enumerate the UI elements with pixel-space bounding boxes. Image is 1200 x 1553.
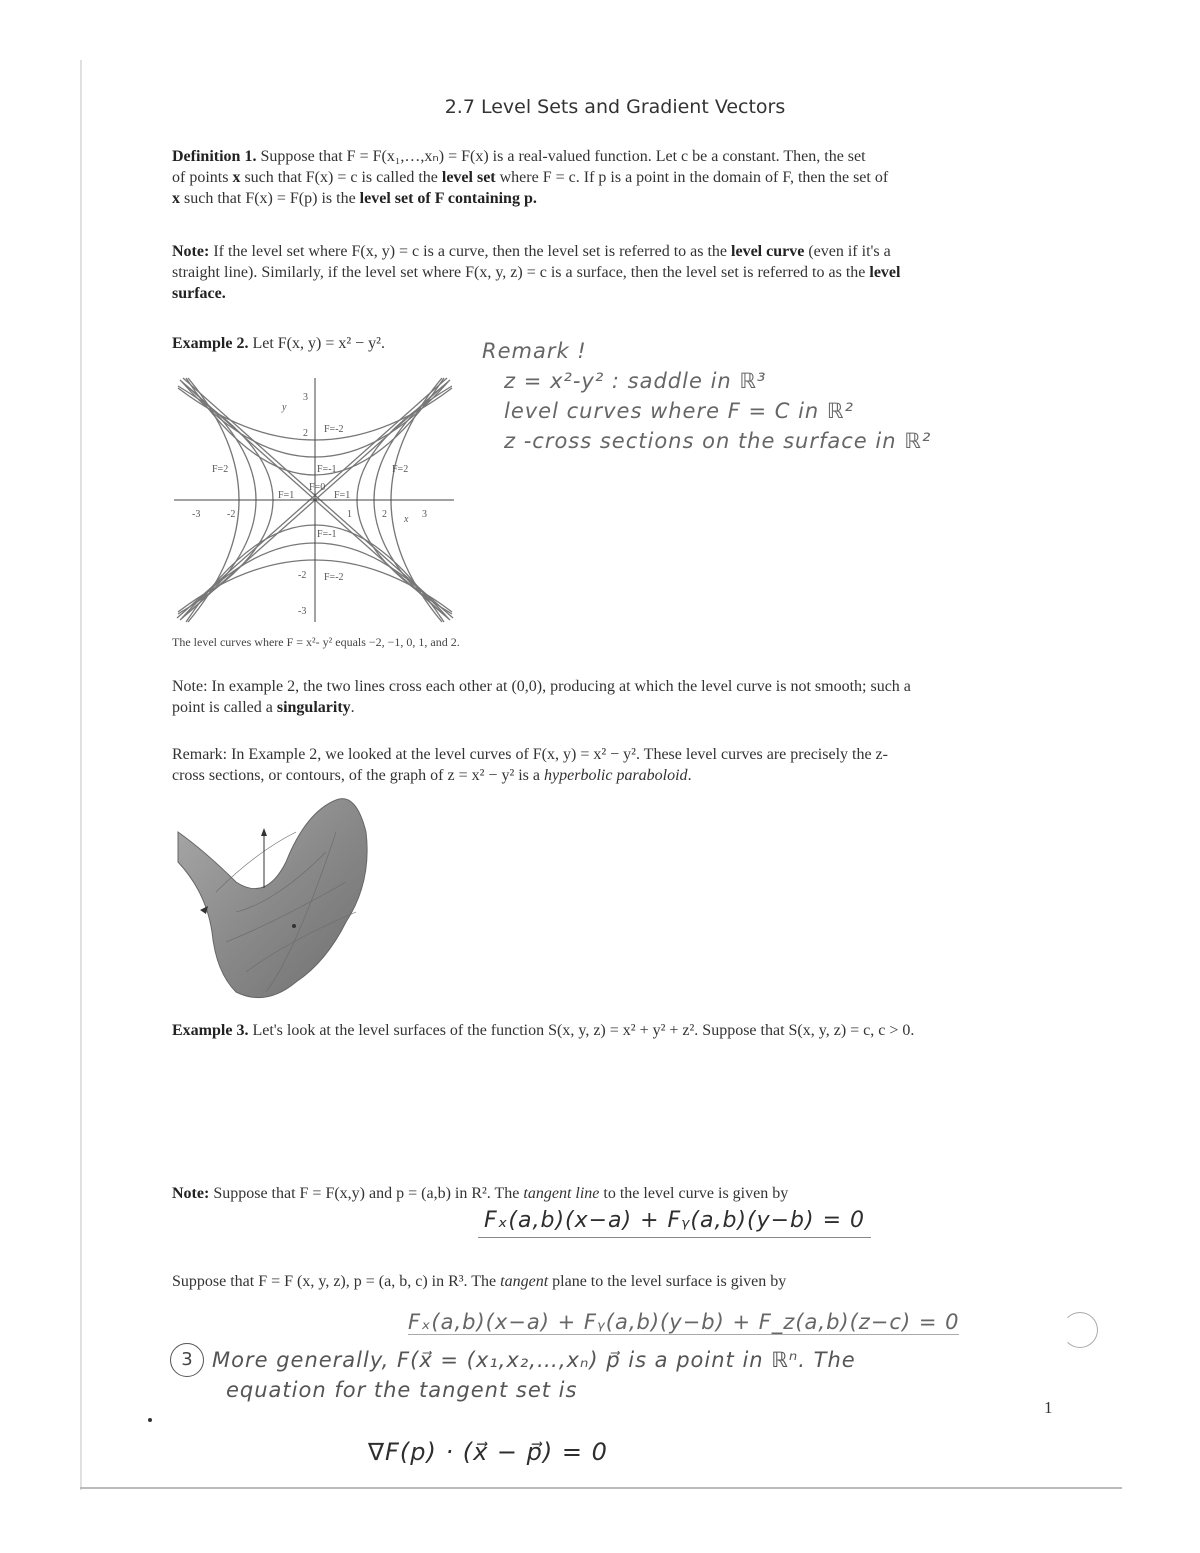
note2-line1: Note: In example 2, the two lines cross each other at (0,0), producing at which the level curve is not smooth; such a xyxy=(172,678,911,695)
y-tick-neg3: -3 xyxy=(298,606,307,617)
note3-label: Note: xyxy=(172,1185,210,1202)
remark-paragraph xyxy=(172,744,1072,786)
note-tangent-plane xyxy=(172,1271,1072,1292)
x-tick-2: 2 xyxy=(382,509,387,520)
note4-text-a: Suppose that F = F (x, y, z), p = (a, b, c) in R³. The xyxy=(172,1273,501,1290)
level-curves-graph xyxy=(172,372,457,627)
margin-mark xyxy=(1062,1312,1098,1348)
example3-label: Example 3. xyxy=(172,1022,249,1039)
saddle-body xyxy=(178,799,367,998)
bold-x: x xyxy=(232,169,241,186)
term-level-set: level set xyxy=(441,169,496,186)
tangent-plane-equation: Fₓ(a,b)(x−a) + Fᵧ(a,b)(y−b) + F_z(a,b)(z−c) = 0 xyxy=(408,1310,960,1334)
page-title: 2.7 Level Sets and Gradient Vectors xyxy=(444,96,786,118)
gradient-equation: ∇F(p) · (x⃗ − p⃗) = 0 xyxy=(368,1438,608,1466)
scan-edge-bottom xyxy=(80,1487,1122,1489)
margin-dot xyxy=(148,1418,152,1422)
curve-label-bottom: F=-2 xyxy=(324,572,344,583)
scan-edge-left xyxy=(80,60,82,1490)
definition-label: Definition 1. xyxy=(172,148,257,165)
z-arrow-head xyxy=(261,828,267,836)
curve-label-center: F=0 xyxy=(309,482,326,493)
example2-label: Example 2. xyxy=(172,335,249,352)
general-line2: equation for the tangent set is xyxy=(226,1378,578,1402)
x-arrow-head xyxy=(200,906,208,914)
note2-line2a: point is called a xyxy=(172,699,277,716)
y-tick-3: 3 xyxy=(303,392,308,403)
term-surface: surface. xyxy=(172,285,226,302)
term-level: level xyxy=(869,264,901,281)
note3-text-b: to the level curve is given by xyxy=(599,1185,789,1202)
curve-label-inner-bottom: F=-1 xyxy=(317,529,337,540)
term-tangent-line: tangent line xyxy=(523,1185,600,1202)
general-statement xyxy=(212,1345,856,1405)
definition-block xyxy=(172,146,1072,209)
note1-line1a: If the level set where F(x, y) = c is a curve, then the level set is referred to as the xyxy=(209,243,732,260)
origin-dot xyxy=(292,924,296,928)
circled-number: 3 xyxy=(170,1343,204,1377)
term-hyperbolic-paraboloid: hyperbolic paraboloid xyxy=(544,767,688,784)
curve-label-inner-top: F=-1 xyxy=(317,464,337,475)
definition-line2c: where F = c. If p is a point in the domain of F, then the set of xyxy=(495,169,889,186)
remark-hand-line3: level curves where F = C in ℝ² xyxy=(504,399,854,423)
x-tick-1: 1 xyxy=(347,509,352,520)
x-tick-neg3: -3 xyxy=(192,509,201,520)
curve-label-inner-right: F=1 xyxy=(334,490,351,501)
note1-label: Note: xyxy=(172,243,210,260)
remark-hand-line1: Remark ! xyxy=(482,339,587,363)
example3-paragraph xyxy=(172,1020,1082,1041)
remark-hand-line2: z = x²-y² : saddle in ℝ³ xyxy=(504,369,767,393)
definition-line3a: such that F(x) = F(p) is the xyxy=(180,190,360,207)
tangent-line-equation: Fₓ(a,b)(x−a) + Fᵧ(a,b)(y−b) = 0 xyxy=(478,1208,871,1238)
remark-line1: Remark: In Example 2, we looked at the level curves of F(x, y) = x² − y². These level curves are precisely the z- xyxy=(172,746,888,763)
definition-line1: Suppose that F = F(x₁,…,xₙ) = F(x) is a real-valued function. Let c be a constant. Then, the set xyxy=(260,148,866,165)
curve-label-left: F=2 xyxy=(212,464,229,475)
definition-line2a: of points xyxy=(172,169,233,186)
note1-line2a: straight line). Similarly, if the level set where F(x, y, z) = c is a surface, then the level set is referred to as the xyxy=(172,264,870,281)
note-singularity xyxy=(172,676,1072,718)
curve-label-inner-left: F=1 xyxy=(278,490,295,501)
y-tick-2: 2 xyxy=(303,428,308,439)
remark-hand-line4: z -cross sections on the surface in ℝ² xyxy=(504,429,932,453)
note3-text-a: Suppose that F = F(x,y) and p = (a,b) in R². The xyxy=(209,1185,524,1202)
example2-text: Let F(x, y) = x² − y². xyxy=(248,335,385,352)
note-tangent-line xyxy=(172,1183,1072,1204)
term-level-curve: level curve xyxy=(731,243,805,260)
graph-caption: The level curves where F = x²- y² equals −2, −1, 0, 1, and 2. xyxy=(172,635,460,649)
curve-label-top: F=-2 xyxy=(324,424,344,435)
bold-x-2: x xyxy=(172,190,180,207)
y-axis-label: y xyxy=(282,402,287,413)
term-singularity: singularity xyxy=(276,699,351,716)
handwritten-remark xyxy=(482,336,931,456)
term-tangent: tangent xyxy=(500,1273,549,1290)
page-number: 1 xyxy=(1044,1398,1053,1417)
x-tick-neg2: -2 xyxy=(227,509,236,520)
example3-text: Let's look at the level surfaces of the function S(x, y, z) = x² + y² + z². Suppose that S(x, y, z) = c, c > 0. xyxy=(248,1022,915,1039)
bleed-through-text xyxy=(410,880,1110,908)
remark-line2a: cross sections, or contours, of the graph of z = x² − y² is a xyxy=(172,767,545,784)
example2-heading xyxy=(172,333,385,354)
note1-line1b: (even if it's a xyxy=(804,243,891,260)
term-level-set-of-f: level set of F containing p. xyxy=(359,190,537,207)
note-level-curve xyxy=(172,241,1072,304)
definition-line2b: such that F(x) = c is called the xyxy=(240,169,442,186)
note4-text-b: plane to the level surface is given by xyxy=(548,1273,787,1290)
note2-line2b: . xyxy=(350,699,355,716)
y-tick-neg2: -2 xyxy=(298,570,307,581)
curve-label-right: F=2 xyxy=(392,464,409,475)
general-line1: More generally, F(x⃗ = (x₁,x₂,…,xₙ) p⃗ is a point in ℝⁿ. The xyxy=(212,1348,856,1372)
x-tick-3: 3 xyxy=(422,509,427,520)
remark-line2b: . xyxy=(687,767,692,784)
x-axis-label: x xyxy=(404,514,409,525)
saddle-surface-image xyxy=(176,792,376,1012)
